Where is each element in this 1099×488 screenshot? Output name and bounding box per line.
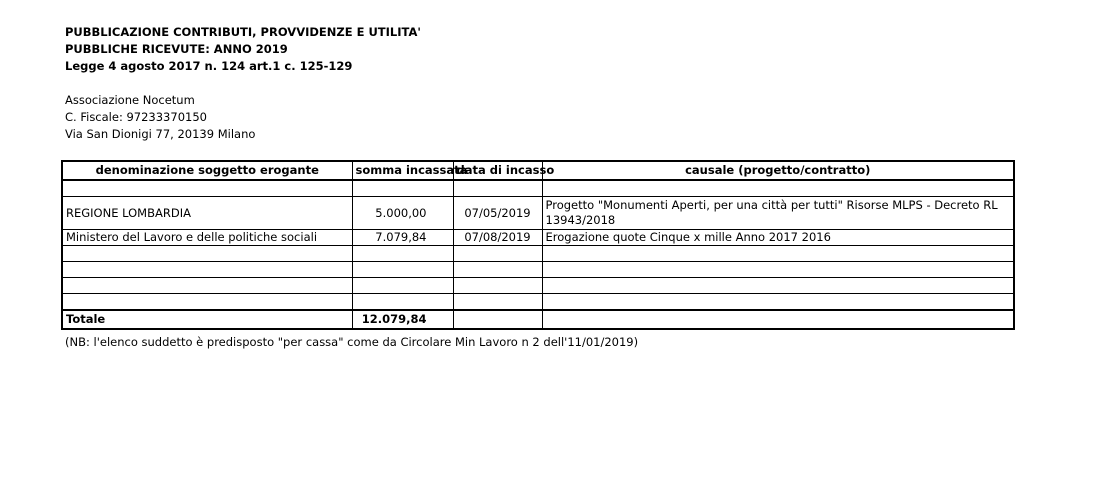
- table-cell[interactable]: [453, 180, 542, 197]
- title-line-2: PUBBLICHE RICEVUTE: ANNO 2019: [65, 42, 288, 56]
- table-cell[interactable]: [542, 310, 1014, 329]
- table-cell[interactable]: [453, 278, 542, 294]
- cell-somma[interactable]: 5.000,00: [352, 197, 453, 230]
- table-cell[interactable]: [542, 294, 1014, 311]
- organization-name: Associazione Nocetum: [65, 93, 195, 107]
- column-header-soggetto[interactable]: denominazione soggetto erogante: [62, 161, 352, 180]
- column-header-data[interactable]: data di incasso: [453, 161, 542, 180]
- column-header-somma[interactable]: somma incassata: [352, 161, 453, 180]
- table-cell[interactable]: [62, 246, 352, 262]
- cell-soggetto[interactable]: Ministero del Lavoro e delle politiche sociali: [62, 230, 352, 246]
- table-cell[interactable]: [542, 278, 1014, 294]
- table-row: [62, 294, 1014, 311]
- table-cell[interactable]: [62, 278, 352, 294]
- cell-data[interactable]: 07/05/2019: [453, 197, 542, 230]
- table-cell[interactable]: [352, 278, 453, 294]
- table-cell[interactable]: [453, 294, 542, 311]
- table-row: [62, 230, 1014, 246]
- table-cell[interactable]: [542, 262, 1014, 278]
- cell-somma[interactable]: 7.079,84: [352, 230, 453, 246]
- table-cell[interactable]: [352, 246, 453, 262]
- table-cell[interactable]: [352, 180, 453, 197]
- table-row: [62, 197, 1014, 230]
- table-cell[interactable]: [453, 310, 542, 329]
- cell-causale[interactable]: Erogazione quote Cinque x mille Anno 2017 2016: [542, 230, 1014, 246]
- cell-soggetto[interactable]: REGIONE LOMBARDIA: [62, 197, 352, 230]
- footnote: (NB: l'elenco suddetto è predisposto "per cassa" come da Circolare Min Lavoro n 2 dell'11/01/2019): [65, 335, 639, 349]
- table-cell[interactable]: [542, 246, 1014, 262]
- table-header-row: [62, 161, 1014, 180]
- table-cell[interactable]: [453, 246, 542, 262]
- column-header-causale[interactable]: causale (progetto/contratto): [542, 161, 1014, 180]
- title-line-3: Legge 4 agosto 2017 n. 124 art.1 c. 125-129: [65, 59, 353, 73]
- table-row: [62, 246, 1014, 262]
- table-cell[interactable]: [62, 262, 352, 278]
- title-line-1: PUBBLICAZIONE CONTRIBUTI, PROVVIDENZE E UTILITA': [65, 25, 421, 39]
- table-cell[interactable]: [542, 180, 1014, 197]
- cell-data[interactable]: 07/08/2019: [453, 230, 542, 246]
- table-cell[interactable]: [352, 294, 453, 311]
- table-cell[interactable]: [62, 180, 352, 197]
- table-row: [62, 278, 1014, 294]
- organization-fiscal-code: C. Fiscale: 97233370150: [65, 110, 207, 124]
- table-cell[interactable]: [352, 262, 453, 278]
- contributions-table: [61, 160, 1015, 330]
- total-label[interactable]: Totale: [62, 310, 352, 329]
- table-total-row: [62, 310, 1014, 329]
- table-cell[interactable]: [62, 294, 352, 311]
- table-cell[interactable]: [453, 262, 542, 278]
- table-row: [62, 180, 1014, 197]
- table-row: [62, 262, 1014, 278]
- organization-address: Via San Dionigi 77, 20139 Milano: [65, 127, 256, 141]
- total-value[interactable]: 12.079,84: [352, 310, 453, 329]
- cell-causale[interactable]: Progetto "Monumenti Aperti, per una città per tutti" Risorse MLPS - Decreto RL 13943/2018: [542, 197, 1014, 230]
